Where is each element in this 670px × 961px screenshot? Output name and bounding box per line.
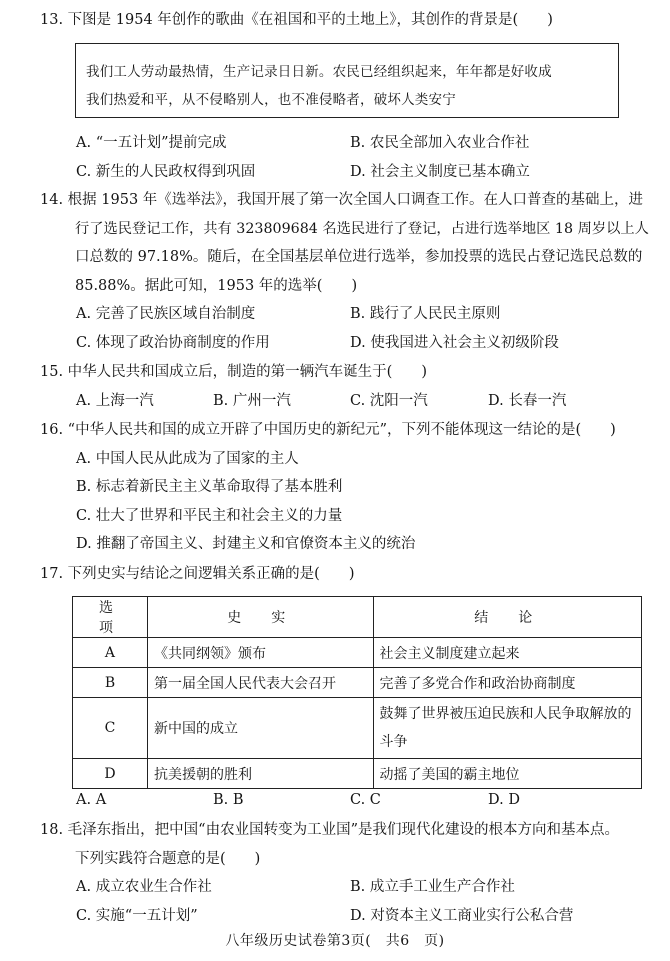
q17-option-a[interactable]: A. A bbox=[76, 792, 107, 808]
q13-option-a[interactable]: A. “一五计划”提前完成 bbox=[76, 135, 227, 151]
q16-option-a[interactable]: A. 中国人民从此成为了国家的主人 bbox=[76, 450, 299, 467]
q15-option-c[interactable]: C. 沈阳一汽 bbox=[350, 392, 428, 409]
header-fact: 史 实 bbox=[147, 597, 373, 638]
row-d-fact: 抗美援朝的胜利 bbox=[147, 759, 373, 789]
q16-option-d[interactable]: D. 推翻了帝国主义、封建主义和官僚资本主义的统治 bbox=[76, 536, 416, 552]
history-fact-table bbox=[72, 596, 642, 789]
q15-option-d[interactable]: D. 长春一汽 bbox=[488, 392, 567, 409]
question-13-stem: 13. 下图是 1954 年创作的歌曲《在祖国和平的土地上》，其创作的背景是( ) bbox=[40, 12, 553, 28]
question-14-stem-line-4: 85.88%。据此可知，1953 年的选举( ) bbox=[75, 277, 358, 294]
header-conclusion: 结 论 bbox=[373, 597, 641, 638]
question-18 bbox=[40, 816, 656, 930]
q16-option-b[interactable]: B. 标志着新民主主义革命取得了基本胜利 bbox=[76, 479, 343, 495]
row-d-option: D bbox=[73, 759, 148, 789]
question-15 bbox=[40, 358, 656, 415]
row-a-conclusion: 社会主义制度建立起来 bbox=[373, 638, 641, 668]
lyric-line-2: 我们热爱和平，从不侵略别人，也不准侵略者，破坏人类安宁 bbox=[86, 92, 456, 108]
lyric-line-1: 我们工人劳动最热情，生产记录日日新。农民已经组织起来，年年都是好收成 bbox=[86, 64, 552, 80]
q17-option-b[interactable]: B. B bbox=[213, 792, 244, 808]
page-footer: 八年级历史试卷第3页( 共6 页) bbox=[225, 933, 445, 949]
q18-option-c[interactable]: C. 实施“一五计划” bbox=[76, 907, 198, 924]
q17-option-c[interactable]: C. C bbox=[350, 792, 381, 808]
table-row bbox=[73, 668, 642, 698]
question-15-stem: 15. 中华人民共和国成立后，制造的第一辆汽车诞生于( ) bbox=[40, 364, 427, 380]
q14-option-a[interactable]: A. 完善了民族区域自治制度 bbox=[76, 306, 256, 322]
table-row bbox=[73, 638, 642, 668]
q18-option-b[interactable]: B. 成立手工业生产合作社 bbox=[350, 879, 515, 895]
q13-option-c[interactable]: C. 新生的人民政权得到巩固 bbox=[76, 163, 256, 180]
table-header-row bbox=[73, 597, 642, 638]
header-option: 选 项 bbox=[73, 597, 148, 638]
question-16-stem: 16. “中华人民共和国的成立开辟了中国历史的新纪元”，下列不能体现这一结论的是( ) bbox=[40, 422, 616, 438]
row-b-option: B bbox=[73, 668, 148, 698]
question-13 bbox=[40, 6, 656, 35]
question-14-stem-line-3: 口总数的 97.18%。随后，在全国基层单位进行选举，参加投票的选民占登记选民总数的 bbox=[75, 249, 643, 265]
q17-option-d[interactable]: D. D bbox=[488, 792, 520, 808]
q14-option-d[interactable]: D. 使我国进入社会主义初级阶段 bbox=[350, 334, 559, 351]
row-a-option: A bbox=[73, 638, 148, 668]
question-14-stem-line-2: 行了选民登记工作，共有 323809684 名选民进行了登记，占进行选举地区 18 周岁以上人 bbox=[75, 220, 649, 237]
question-18-stem-line-2: 下列实践符合题意的是( ) bbox=[75, 850, 261, 867]
table-row bbox=[73, 698, 642, 759]
row-b-conclusion: 完善了多党合作和政治协商制度 bbox=[373, 668, 641, 698]
row-d-conclusion: 动摇了美国的霸主地位 bbox=[373, 759, 641, 789]
q13-option-d[interactable]: D. 社会主义制度已基本确立 bbox=[350, 163, 530, 180]
row-c-option: C bbox=[73, 698, 148, 759]
song-lyric-box bbox=[75, 43, 619, 118]
q15-option-b[interactable]: B. 广州一汽 bbox=[213, 392, 291, 409]
row-a-fact: 《共同纲领》颁布 bbox=[147, 638, 373, 668]
row-b-fact: 第一届全国人民代表大会召开 bbox=[147, 668, 373, 698]
row-c-fact: 新中国的成立 bbox=[147, 698, 373, 759]
q13-option-b[interactable]: B. 农民全部加入农业合作社 bbox=[350, 135, 530, 151]
question-14-stem-line-1: 14. 根据 1953 年《选举法》，我国开展了第一次全国人口调查工作。在人口普查的基础上，进 bbox=[40, 192, 644, 208]
q15-option-a[interactable]: A. 上海一汽 bbox=[76, 392, 154, 409]
q18-option-d[interactable]: D. 对资本主义工商业实行公私合营 bbox=[350, 907, 574, 924]
q14-option-c[interactable]: C. 体现了政治协商制度的作用 bbox=[76, 334, 270, 351]
question-17 bbox=[40, 560, 656, 589]
question-18-stem-line-1: 18. 毛泽东指出，把中国“由农业国转变为工业国”是我们现代化建设的根本方向和基本点。 bbox=[40, 822, 619, 838]
question-13-options bbox=[40, 129, 656, 186]
question-16 bbox=[40, 416, 656, 559]
table-row bbox=[73, 759, 642, 789]
q18-option-a[interactable]: A. 成立农业生合作社 bbox=[76, 879, 212, 895]
q16-option-c[interactable]: C. 壮大了世界和平民主和社会主义的力量 bbox=[76, 507, 343, 524]
row-c-conclusion: 鼓舞了世界被压迫民族和人民争取解放的斗争 bbox=[373, 698, 641, 759]
question-17-stem: 17. 下列史实与结论之间逻辑关系正确的是( ) bbox=[40, 566, 355, 582]
question-14 bbox=[40, 186, 656, 357]
question-17-options bbox=[40, 786, 656, 815]
q14-option-b[interactable]: B. 践行了人民民主原则 bbox=[350, 306, 501, 322]
